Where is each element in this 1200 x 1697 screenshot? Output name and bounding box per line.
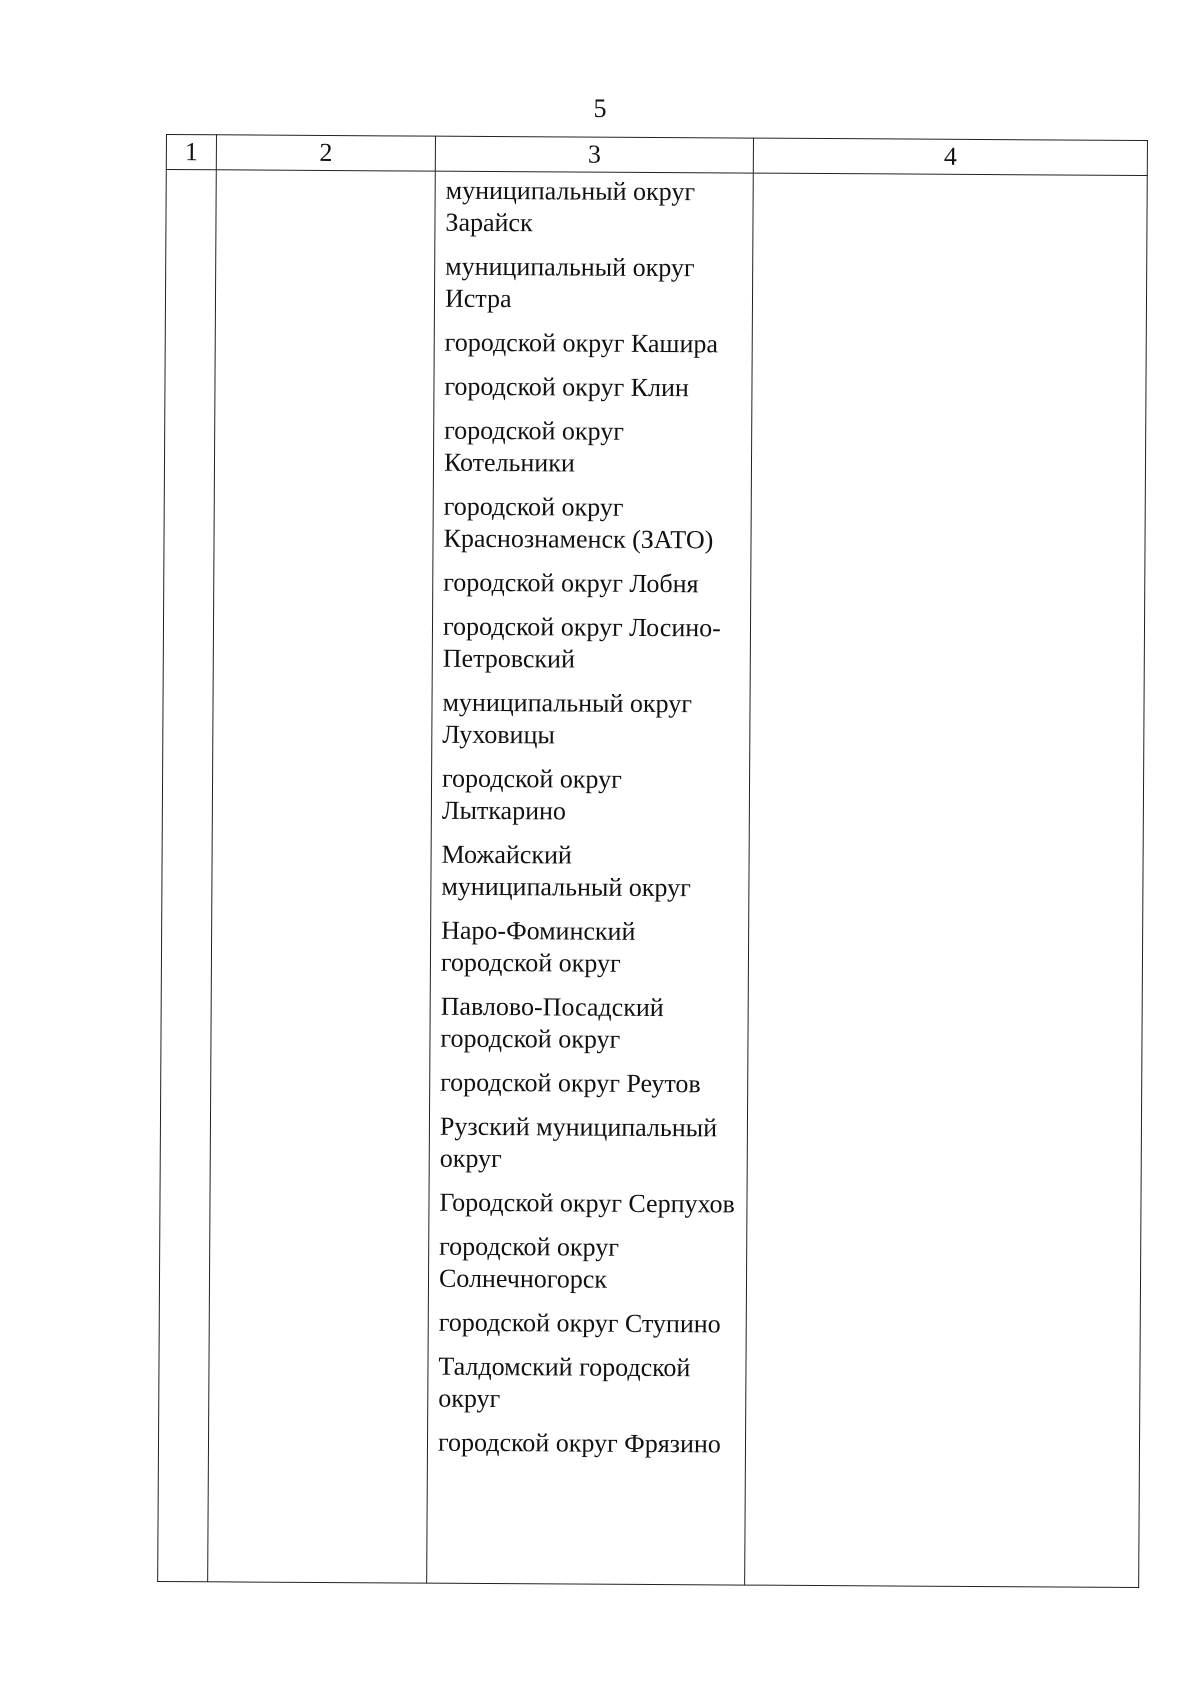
list-item: Можайский муниципальный округ: [441, 839, 691, 903]
list-item: городской округ Котельники: [443, 415, 624, 478]
column-header-1: 1: [166, 135, 216, 170]
cell-column-3: [427, 171, 754, 1585]
list-item: муниципальный округ Зарайск: [445, 175, 696, 238]
municipality-list: [428, 175, 753, 1461]
page-number: 5: [593, 94, 607, 123]
list-item: городской округ Краснознаменск (ЗАТО): [443, 491, 714, 555]
list-item: Павлово-Посадский городской округ: [440, 991, 664, 1054]
table-header-row: [166, 135, 1147, 176]
list-item: Городской округ Серпухов: [439, 1187, 735, 1219]
column-header-4: 4: [753, 138, 1147, 175]
list-item: городской округ Кашира: [444, 327, 719, 359]
list-item: городской округ Фрязино: [437, 1427, 721, 1459]
list-item: городской округ Лыткарино: [441, 763, 622, 826]
column-header-3: 3: [435, 136, 753, 173]
list-item: муниципальный округ Истра: [444, 251, 695, 314]
list-item: городской округ Солнечногорск: [438, 1231, 620, 1294]
list-item: муниципальный округ Луховицы: [442, 687, 692, 750]
list-item: городской округ Клин: [444, 371, 689, 403]
column-header-2: 2: [216, 135, 435, 171]
cell-column-1: [158, 170, 217, 1582]
cell-column-2: [208, 170, 436, 1583]
table-row: [158, 170, 1148, 1588]
list-item: Талдомский городской округ: [438, 1351, 691, 1414]
list-item: городской округ Лобня: [443, 567, 699, 599]
document-table: [157, 134, 1148, 1588]
list-item: городской округ Лосино-Петровский: [442, 611, 721, 674]
cell-column-4: [745, 173, 1148, 1587]
list-item: Рузский муниципальный округ: [439, 1111, 718, 1174]
list-item: Наро-Фоминский городской округ: [440, 915, 636, 978]
list-item: городской округ Ступино: [438, 1307, 721, 1339]
list-item: городской округ Реутов: [440, 1067, 701, 1099]
